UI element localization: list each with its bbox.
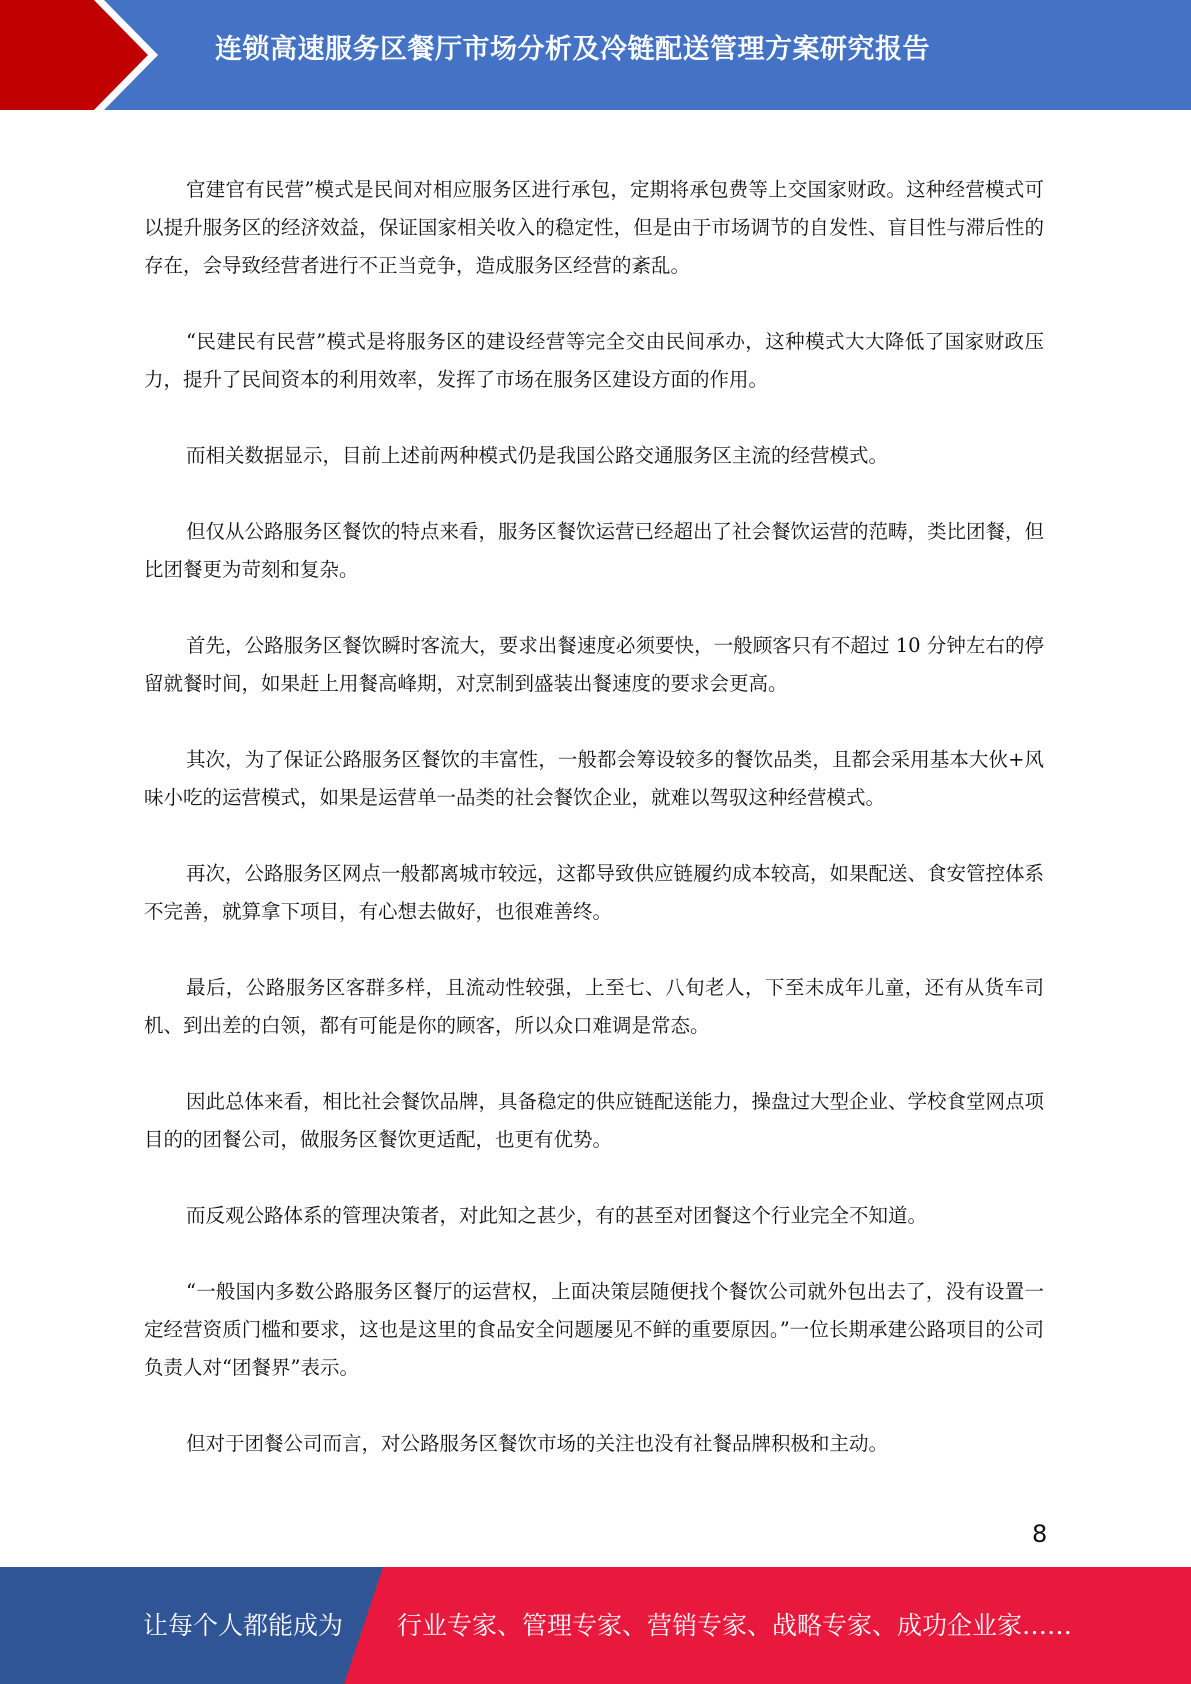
paragraph: 官建官有民营”模式是民间对相应服务区进行承包，定期将承包费等上交国家财政。这种经营模式可以提升服务区的经济效益，保证国家相关收入的稳定性，但是由于市场调节的自发性、盲目性与滞后性的存在，会导致经营者进行不正当竞争，造成服务区经营的紊乱。 [144, 178, 1044, 277]
page-header [0, 0, 1191, 110]
paragraph: 首先，公路服务区餐饮瞬时客流大，要求出餐速度必须要快，一般顾客只有不超过 10 分钟左右的停留就餐时间，如果赶上用餐高峰期，对烹制到盛装出餐速度的要求会更高。 [144, 634, 1044, 695]
paragraph: 其次，为了保证公路服务区餐饮的丰富性，一般都会筹设较多的餐饮品类，且都会采用基本大伙+风味小吃的运营模式，如果是运营单一品类的社会餐饮企业，就难以驾驭这种经营模式。 [144, 748, 1044, 809]
footer-slogan-left: 让每个人都能成为 [143, 1611, 344, 1640]
paragraph: 最后，公路服务区客群多样，且流动性较强，上至七、八旬老人，下至未成年儿童，还有从货车司机、到出差的白领，都有可能是你的顾客，所以众口难调是常态。 [144, 976, 1044, 1037]
paragraph: 因此总体来看，相比社会餐饮品牌，具备稳定的供应链配送能力，操盘过大型企业、学校食堂网点项目的的团餐公司，做服务区餐饮更适配，也更有优势。 [144, 1090, 1045, 1151]
report-title: 连锁高速服务区餐厅市场分析及冷链配送管理方案研究报告 [215, 34, 930, 65]
paragraph: “民建民有民营”模式是将服务区的建设经营等完全交由民间承办，这种模式大大降低了国家财政压力，提升了民间资本的利用效率，发挥了市场在服务区建设方面的作用。 [144, 330, 1044, 391]
paragraph: “一般国内多数公路服务区餐厅的运营权，上面决策层随便找个餐饮公司就外包出去了，没有设置一定经营资质门槛和要求，这也是这里的食品安全问题屡见不鲜的重要原因。”一位长期承建公路项目的公司负责人对“团餐界”表示。 [144, 1280, 1044, 1379]
paragraph: 但对于团餐公司而言，对公路服务区餐饮市场的关注也没有社餐品牌积极和主动。 [186, 1432, 889, 1455]
page-footer [0, 1567, 1191, 1684]
paragraph: 但仅从公路服务区餐饮的特点来看，服务区餐饮运营已经超出了社会餐饮运营的范畴，类比团餐，但比团餐更为苛刻和复杂。 [144, 520, 1045, 581]
document-body [144, 171, 1044, 1501]
paragraph: 再次，公路服务区网点一般都离城市较远，这都导致供应链履约成本较高，如果配送、食安管控体系不完善，就算拿下项目，有心想去做好，也很难善终。 [144, 862, 1045, 923]
footer-slogan-right: 行业专家、管理专家、营销专家、战略专家、成功企业家…… [397, 1611, 1073, 1640]
header-chevron-decoration [0, 0, 160, 110]
header-chevron-red [0, 0, 148, 110]
paragraph: 而反观公路体系的管理决策者，对此知之甚少，有的甚至对团餐这个行业完全不知道。 [186, 1204, 928, 1227]
paragraph: 而相关数据显示，目前上述前两种模式仍是我国公路交通服务区主流的经营模式。 [186, 444, 889, 467]
page-number: 8 [1032, 1520, 1048, 1548]
